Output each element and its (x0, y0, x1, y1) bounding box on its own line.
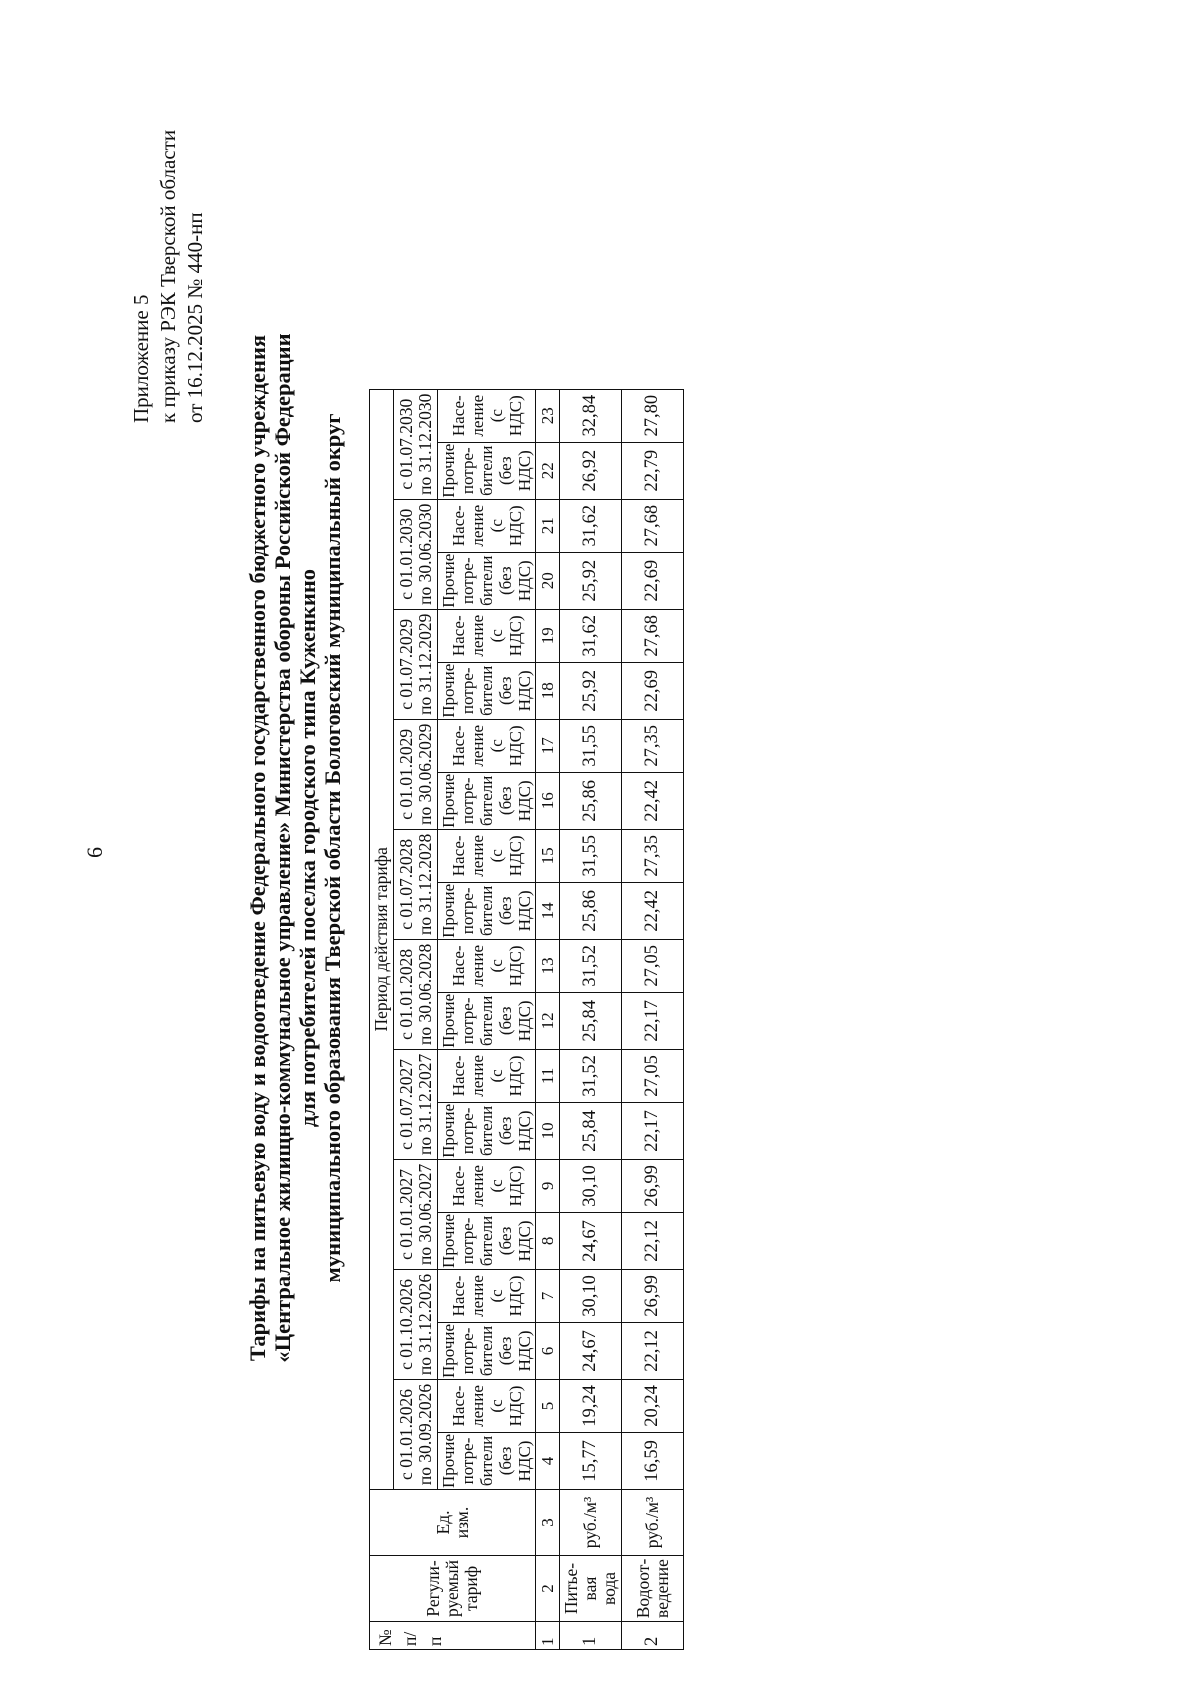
column-number: 17 (536, 719, 560, 772)
subheader-population-line: ление (467, 834, 487, 877)
period-header-10 (394, 389, 438, 499)
subheader-other-consumers (438, 1212, 536, 1269)
subheader-other-consumers-line: Прочие (439, 993, 458, 1048)
subheader-population-line: Насе- (448, 945, 468, 987)
subheader-other-consumers-line: потре- (458, 777, 477, 825)
tariff-value: 32,84 (560, 389, 622, 442)
tariff-value: 26,99 (622, 1269, 684, 1322)
subheader-population-line: НДС) (505, 395, 525, 437)
tariff-value: 22,12 (622, 1212, 684, 1269)
column-number: 12 (536, 992, 560, 1049)
subheader-population-line: НДС) (505, 1055, 525, 1097)
subheader-other-consumers-line: НДС) (515, 1000, 534, 1042)
subheader-population-line: НДС) (505, 615, 525, 657)
column-number: 18 (536, 662, 560, 719)
subheader-other-consumers (438, 772, 536, 829)
subheader-population-line: (с (486, 409, 506, 423)
row-tariff-name-line: Водоот- (632, 1558, 653, 1619)
subheader-other-consumers-line: бители (477, 445, 496, 496)
subheader-other-consumers-line: бители (477, 1105, 496, 1157)
subheader-other-consumers-line: Прочие (439, 1323, 458, 1378)
column-number: 10 (536, 1102, 560, 1159)
subheader-population-line: Насе- (448, 1275, 468, 1317)
subheader-other-consumers (438, 552, 536, 609)
row-unit: руб./м³ (560, 1490, 622, 1556)
period-header-2 (394, 1269, 438, 1379)
subheader-other-consumers-line: Прочие (439, 553, 458, 608)
column-number: 14 (536, 882, 560, 939)
column-number: 13 (536, 939, 560, 992)
subheader-other-consumers (438, 442, 536, 499)
period-header-8-line: по 31.12.2029 (414, 613, 435, 715)
period-header-4 (394, 1049, 438, 1159)
subheader-population-line: (с (486, 629, 506, 643)
tariff-value: 31,55 (560, 829, 622, 882)
tariff-value: 24,67 (560, 1212, 622, 1269)
header-no (370, 1622, 536, 1650)
title-line-1: Тарифы на питьевую воду и водоотведение Федерального государственного бюджетного учреждения (245, 334, 270, 1362)
subheader-other-consumers (438, 1432, 536, 1489)
subheader-population-line: НДС) (505, 835, 525, 877)
subheader-other-consumers-line: Прочие (439, 883, 458, 938)
subheader-population (438, 499, 536, 552)
period-header-5-line: с 01.01.2028 (395, 948, 416, 1040)
header-no-line: № (375, 1629, 395, 1646)
subheader-other-consumers-line: (без (496, 1226, 515, 1256)
period-header-6 (394, 829, 438, 939)
tariff-value: 22,17 (622, 992, 684, 1049)
tariff-value: 27,05 (622, 1049, 684, 1102)
subheader-other-consumers-line: НДС) (515, 560, 534, 602)
tariff-value: 26,99 (622, 1159, 684, 1212)
subheader-population-line: (с (486, 959, 506, 973)
subheader-other-consumers-line: Прочие (439, 1433, 458, 1488)
tariff-value: 25,84 (560, 1102, 622, 1159)
subheader-other-consumers (438, 882, 536, 939)
subheader-other-consumers-line: бители (477, 555, 496, 606)
subheader-population-line: ление (467, 394, 487, 437)
tariff-value: 26,92 (560, 442, 622, 499)
subheader-population-line: ление (467, 1165, 487, 1207)
subheader-other-consumers-line: потре- (458, 997, 477, 1045)
period-header-3-line: с 01.01.2027 (395, 1168, 416, 1260)
tariff-value: 22,79 (622, 442, 684, 499)
subheader-other-consumers-line: бители (477, 775, 496, 826)
period-header-9-line: с 01.01.2030 (395, 508, 416, 600)
subheader-other-consumers-line: потре- (458, 557, 477, 605)
subheader-other-consumers (438, 1322, 536, 1379)
appendix-line-3: от 16.12.2025 № 440-нп (183, 212, 207, 423)
column-number: 21 (536, 499, 560, 552)
period-header-7-line: по 30.06.2029 (414, 723, 435, 825)
subheader-other-consumers-line: бители (477, 1325, 496, 1377)
period-header-8 (394, 609, 438, 719)
tariff-table (369, 389, 684, 1650)
row-tariff-name (622, 1556, 684, 1622)
subheader-other-consumers-line: бители (477, 885, 496, 936)
column-number: 3 (536, 1490, 560, 1556)
period-header-6-line: с 01.07.2028 (395, 838, 416, 930)
subheader-other-consumers-line: (без (496, 456, 515, 485)
tariff-value: 22,12 (622, 1322, 684, 1379)
period-header-4-line: с 01.07.2027 (395, 1058, 416, 1150)
period-header-6-line: по 31.12.2028 (414, 833, 435, 935)
column-number: 16 (536, 772, 560, 829)
subheader-population-line: Насе- (448, 1165, 468, 1207)
subheader-population (438, 719, 536, 772)
row-number: 2 (622, 1622, 684, 1650)
subheader-other-consumers-line: Прочие (439, 1103, 458, 1158)
column-number: 11 (536, 1049, 560, 1102)
period-header-7 (394, 719, 438, 829)
tariff-value: 25,92 (560, 662, 622, 719)
column-number: 8 (536, 1212, 560, 1269)
subheader-population-line: ление (467, 724, 487, 767)
row-tariff-name-line: вода (599, 1571, 619, 1606)
period-header-1-line: с 01.01.2026 (395, 1389, 416, 1480)
column-number: 7 (536, 1269, 560, 1322)
subheader-population (438, 1159, 536, 1212)
subheader-other-consumers-line: Прочие (439, 663, 458, 718)
subheader-population-line: (с (486, 1069, 506, 1083)
column-number: 2 (536, 1556, 560, 1622)
subheader-population-line: ление (467, 504, 487, 547)
subheader-other-consumers-line: потре- (458, 667, 477, 715)
subheader-population-line: ление (467, 1385, 487, 1427)
subheader-other-consumers-line: (без (496, 1116, 515, 1146)
subheader-population-line: НДС) (505, 1275, 525, 1317)
tariff-value: 27,05 (622, 939, 684, 992)
subheader-population-line: (с (486, 739, 506, 753)
row-tariff-name-line: ведение (651, 1559, 672, 1618)
subheader-other-consumers-line: бители (477, 1215, 496, 1267)
subheader-population-line: (с (486, 849, 506, 863)
tariff-value: 31,62 (560, 609, 622, 662)
column-number: 23 (536, 389, 560, 442)
subheader-other-consumers-line: (без (496, 1006, 515, 1036)
row-tariff-name (560, 1556, 622, 1622)
subheader-other-consumers-line: НДС) (515, 670, 534, 712)
subheader-population-line: Насе- (448, 395, 468, 437)
column-number: 5 (536, 1379, 560, 1432)
subheader-other-consumers-line: НДС) (515, 780, 534, 822)
period-header-3-line: по 30.06.2027 (414, 1163, 435, 1266)
tariff-value: 27,68 (622, 499, 684, 552)
subheader-population (438, 829, 536, 882)
subheader-population-line: (с (486, 519, 506, 533)
tariff-value: 25,86 (560, 882, 622, 939)
subheader-other-consumers-line: НДС) (515, 1330, 534, 1372)
subheader-population-line: Насе- (448, 615, 468, 657)
subheader-other-consumers-line: бители (477, 995, 496, 1047)
column-number: 6 (536, 1322, 560, 1379)
tariff-value: 31,52 (560, 939, 622, 992)
row-unit: руб./м³ (622, 1490, 684, 1556)
tariff-value: 19,24 (560, 1379, 622, 1432)
tariff-value: 27,80 (622, 389, 684, 442)
subheader-population-line: (с (486, 1399, 506, 1413)
tariff-value: 31,52 (560, 1049, 622, 1102)
period-header-1 (394, 1379, 438, 1489)
subheader-other-consumers-line: потре- (458, 1217, 477, 1265)
tariff-value: 27,35 (622, 719, 684, 772)
subheader-other-consumers (438, 662, 536, 719)
tariff-value: 24,67 (560, 1322, 622, 1379)
header-tariff: Регули-руемый тариф (370, 1556, 536, 1622)
appendix-block (128, 130, 209, 423)
tariff-value: 25,86 (560, 772, 622, 829)
subheader-population-line: (с (486, 1179, 506, 1193)
subheader-population-line: Насе- (448, 835, 468, 877)
subheader-population-line: НДС) (505, 1385, 525, 1427)
period-header-2-line: с 01.10.2026 (395, 1279, 416, 1370)
column-number: 19 (536, 609, 560, 662)
page-number: 6 (82, 847, 107, 858)
appendix-line-2: к приказу РЭК Тверской области (156, 129, 180, 423)
subheader-other-consumers-line: НДС) (515, 1220, 534, 1262)
appendix-line-1: Приложение 5 (129, 294, 153, 423)
header-no-line: п (425, 1636, 445, 1646)
header-period-title: Период действия тарифа (370, 389, 394, 1489)
header-unit: Ед. изм. (370, 1490, 536, 1556)
subheader-other-consumers-line: бители (477, 665, 496, 716)
subheader-population (438, 609, 536, 662)
title-line-2: «Центральное жилищно-коммунальное управление» Министерства обороны Российской Федерации (270, 333, 295, 1363)
table-row (560, 389, 622, 1649)
subheader-other-consumers (438, 992, 536, 1049)
subheader-population-line: Насе- (448, 1055, 468, 1097)
tariff-value: 22,69 (622, 552, 684, 609)
tariff-value: 22,42 (622, 772, 684, 829)
subheader-population (438, 1269, 536, 1322)
subheader-other-consumers-line: (без (496, 566, 515, 596)
title-line-3: для потребителей поселка городского типа Куженкино (295, 568, 320, 1128)
subheader-other-consumers-line: (без (496, 786, 515, 816)
subheader-other-consumers-line: потре- (458, 887, 477, 935)
title-line-4: муниципального образования Тверской области Бологовский муниципальный округ (320, 413, 345, 1283)
column-number: 22 (536, 442, 560, 499)
table-row (622, 389, 684, 1649)
tariff-value: 16,59 (622, 1432, 684, 1489)
subheader-population (438, 1049, 536, 1102)
document-title (245, 0, 345, 1696)
subheader-other-consumers-line: потре- (458, 1327, 477, 1375)
tariff-value: 30,10 (560, 1269, 622, 1322)
column-number: 9 (536, 1159, 560, 1212)
subheader-population-line: НДС) (505, 1165, 525, 1207)
subheader-population-line: НДС) (505, 505, 525, 547)
subheader-population-line: ление (467, 1275, 487, 1317)
column-number: 20 (536, 552, 560, 609)
subheader-population-line: (с (486, 1289, 506, 1303)
subheader-other-consumers-line: потре- (458, 447, 477, 495)
subheader-other-consumers-line: Прочие (439, 443, 458, 498)
tariff-value: 31,62 (560, 499, 622, 552)
subheader-population-line: Насе- (448, 1385, 468, 1427)
period-header-10-line: с 01.07.2030 (395, 398, 416, 490)
subheader-population (438, 1379, 536, 1432)
column-number: 4 (536, 1432, 560, 1489)
tariff-value: 27,68 (622, 609, 684, 662)
period-header-10-line: по 31.12.2030 (414, 393, 435, 495)
column-number: 1 (536, 1622, 560, 1650)
row-number: 1 (560, 1622, 622, 1650)
period-header-9-line: по 30.06.2030 (414, 503, 435, 605)
subheader-population (438, 939, 536, 992)
tariff-value: 22,17 (622, 1102, 684, 1159)
period-header-8-line: с 01.07.2029 (395, 618, 416, 710)
tariff-value: 25,92 (560, 552, 622, 609)
subheader-population-line: ление (467, 944, 487, 987)
subheader-population-line: НДС) (505, 945, 525, 987)
subheader-other-consumers-line: бители (477, 1435, 496, 1487)
subheader-other-consumers-line: Прочие (439, 773, 458, 828)
tariff-value: 31,55 (560, 719, 622, 772)
subheader-other-consumers-line: НДС) (515, 890, 534, 932)
subheader-population-line: Насе- (448, 725, 468, 767)
period-header-1-line: по 30.09.2026 (414, 1383, 435, 1486)
subheader-population-line: Насе- (448, 505, 468, 547)
subheader-other-consumers-line: Прочие (439, 1213, 458, 1268)
subheader-other-consumers (438, 1102, 536, 1159)
column-number: 15 (536, 829, 560, 882)
tariff-value: 27,35 (622, 829, 684, 882)
period-header-7-line: с 01.01.2029 (395, 728, 416, 820)
subheader-other-consumers-line: потре- (458, 1437, 477, 1485)
tariff-value: 20,24 (622, 1379, 684, 1432)
period-header-2-line: по 31.12.2026 (414, 1273, 435, 1376)
tariff-value: 25,84 (560, 992, 622, 1049)
period-header-4-line: по 31.12.2027 (414, 1053, 435, 1156)
subheader-other-consumers-line: (без (496, 676, 515, 706)
subheader-other-consumers-line: потре- (458, 1107, 477, 1155)
tariff-value: 30,10 (560, 1159, 622, 1212)
row-tariff-name-line: вая (580, 1576, 600, 1601)
subheader-other-consumers-line: (без (496, 1336, 515, 1366)
subheader-other-consumers-line: (без (496, 1446, 515, 1476)
subheader-other-consumers-line: НДС) (515, 1110, 534, 1152)
row-tariff-name-line: Питье- (561, 1562, 581, 1615)
tariff-value: 15,77 (560, 1432, 622, 1489)
subheader-other-consumers-line: НДС) (515, 450, 534, 492)
tariff-value: 22,42 (622, 882, 684, 939)
subheader-population-line: НДС) (505, 725, 525, 767)
period-header-5-line: по 30.06.2028 (414, 943, 435, 1045)
period-header-5 (394, 939, 438, 1049)
period-header-3 (394, 1159, 438, 1269)
header-no-line: п/ (400, 1631, 420, 1646)
tariff-value: 22,69 (622, 662, 684, 719)
subheader-population-line: ление (467, 1054, 487, 1097)
period-header-9 (394, 499, 438, 609)
subheader-other-consumers-line: НДС) (515, 1440, 534, 1482)
subheader-population (438, 389, 536, 442)
subheader-population-line: ление (467, 614, 487, 657)
subheader-other-consumers-line: (без (496, 896, 515, 926)
